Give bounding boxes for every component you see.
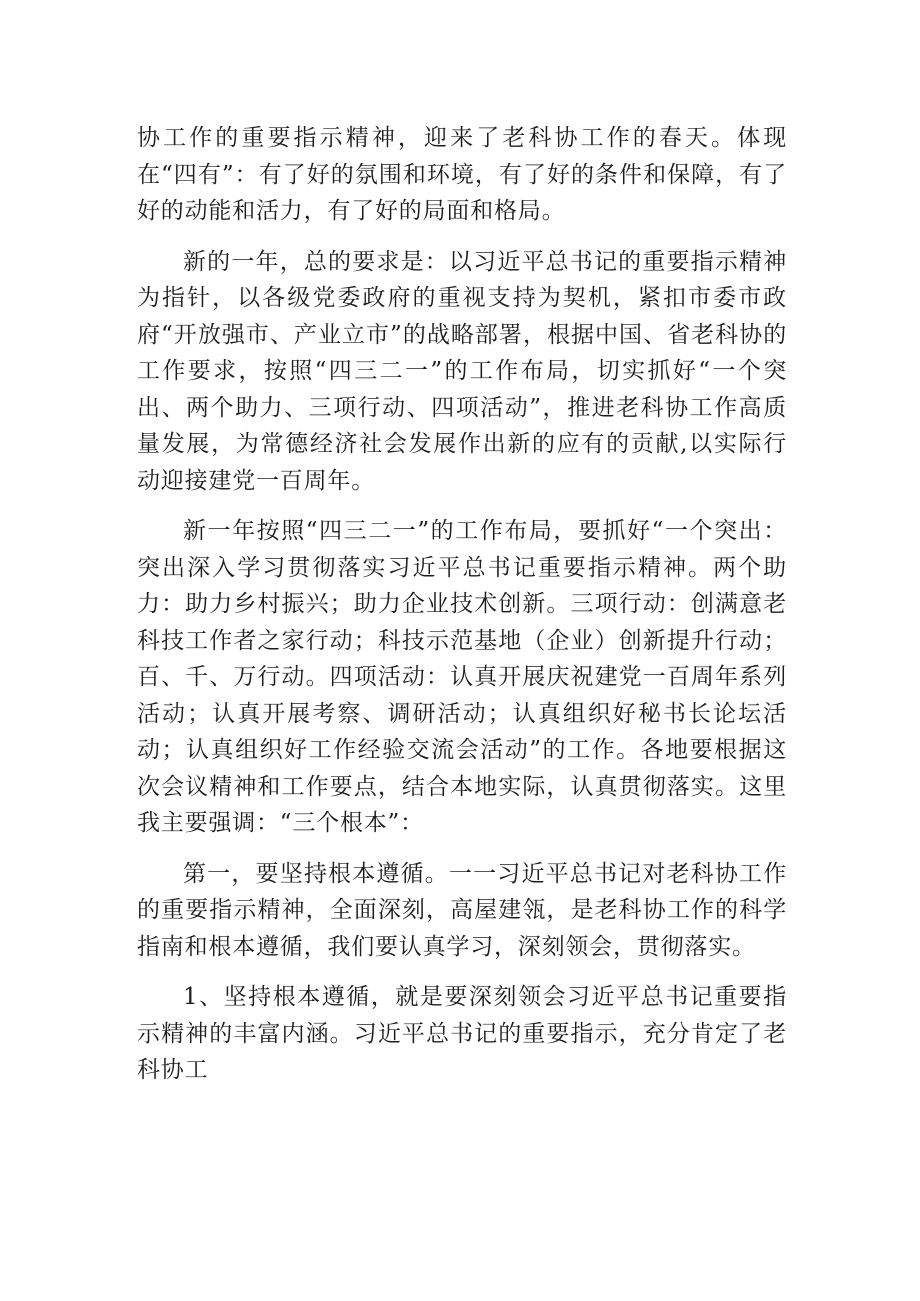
- paragraph-annual-requirements: 新的一年，总的要求是：以习近平总书记的重要指示精神为指针，以各级党委政府的重视支持为契机，紧扣市委市政府“开放强市、产业立市”的战略部署，根据中国、省老科协的工作要求，按照“四三二一”的工作布局，切实抓好“一个突出、两个助力、三项行动、四项活动”，推进老科协工作高质量发展，为常德经济社会发展作出新的应有的贡献,以实际行动迎接建党一百周年。: [137, 248, 787, 494]
- paragraph-work-layout: 新一年按照“四三二一”的工作布局，要抓好“一个突出：突出深入学习贯彻落实习近平总书记重要指示精神。两个助力：助力乡村振兴；助力企业技术创新。三项行动：创满意老科技工作者之家行动；科技示范基地（企业）创新提升行动；百、千、万行动。四项活动：认真开展庆祝建党一百周年系列活动；认真开展考察、调研活动；认真组织好秘书长论坛活动；认真组织好工作经验交流会活动”的工作。各地要根据这次会议精神和工作要点，结合本地实际，认真贯彻落实。这里我主要强调：“三个根本”：: [137, 518, 787, 836]
- paragraph-first-point: 第一，要坚持根本遵循。一一习近平总书记对老科协工作的重要指示精神，全面深刻，高屋建瓴，是老科协工作的科学指南和根本遵循，我们要认真学习，深刻领会，贯彻落实。: [137, 860, 787, 960]
- paragraph-continuation: 协工作的重要指示精神，迎来了老科协工作的春天。体现在“四有”：有了好的氛围和环境，有了好的条件和保障，有了好的动能和活力，有了好的局面和格局。: [137, 125, 787, 224]
- document-body: [137, 120, 787, 1103]
- paragraph-point-one-detail: 1、坚持根本遵循，就是要深刻领会习近平总书记重要指示精神的丰富内涵。习近平总书记的重要指示，充分肯定了老科协工: [137, 984, 787, 1083]
